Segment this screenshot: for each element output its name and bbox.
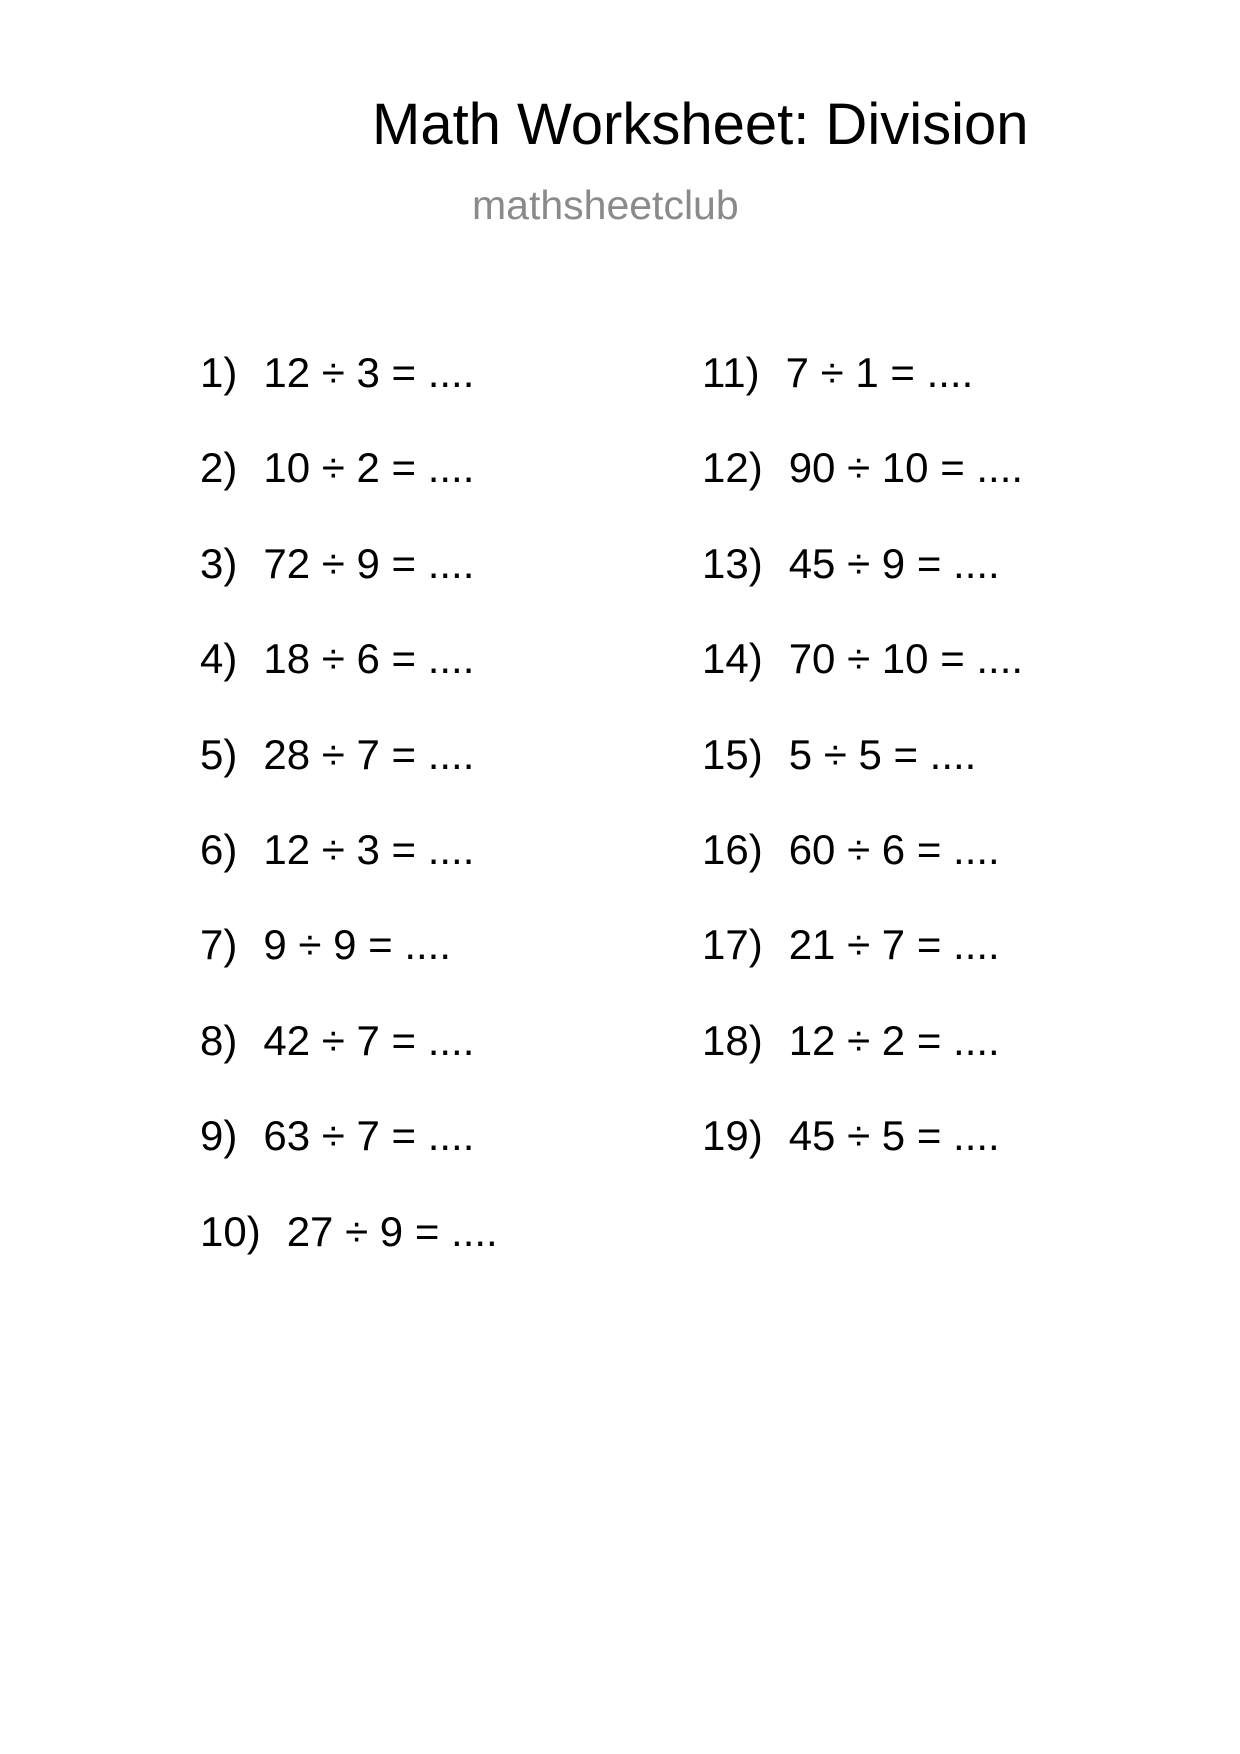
problem-number: 19) [702, 1112, 763, 1160]
problem-list-left [200, 349, 498, 1306]
problem-expression: 27 ÷ 9 = .... [286, 1207, 498, 1255]
problem-number: 2) [200, 444, 238, 492]
problem-expression: 10 ÷ 2 = .... [263, 444, 475, 492]
problem-number: 15) [702, 730, 763, 778]
problem-item [702, 635, 1024, 733]
problem-item [200, 635, 498, 733]
problem-expression: 28 ÷ 7 = .... [263, 730, 475, 778]
problem-number: 14) [702, 635, 763, 683]
problem-item [702, 444, 1024, 542]
problem-expression: 42 ÷ 7 = .... [263, 1016, 475, 1064]
problem-list-right [702, 349, 1024, 1211]
problem-item [702, 921, 1023, 1019]
problem-expression: 72 ÷ 9 = .... [263, 539, 475, 587]
problem-number: 4) [200, 635, 238, 683]
page-title: Math Worksheet: Division [372, 92, 1029, 157]
problem-number: 17) [702, 921, 763, 969]
problem-expression: 90 ÷ 10 = .... [788, 444, 1024, 492]
site-name: mathsheetclub [472, 182, 739, 228]
problem-item [200, 444, 498, 542]
problem-item [702, 825, 1023, 924]
problem-number: 1) [200, 349, 238, 396]
problem-item [200, 1016, 498, 1115]
problem-item [200, 349, 498, 447]
problem-item [200, 1112, 498, 1210]
problem-number: 5) [200, 730, 238, 778]
problem-expression: 12 ÷ 3 = .... [263, 349, 475, 396]
problem-number: 10) [200, 1207, 261, 1255]
problem-expression: 12 ÷ 2 = .... [788, 1016, 1000, 1064]
problem-item [200, 539, 498, 638]
problem-number: 11) [702, 349, 760, 396]
problem-expression: 21 ÷ 7 = .... [788, 921, 1000, 969]
problem-item [702, 1112, 1023, 1210]
problem-item [702, 539, 1023, 638]
problem-expression: 45 ÷ 5 = .... [788, 1112, 1000, 1160]
problem-number: 13) [702, 539, 763, 587]
problem-item [200, 921, 498, 1019]
problem-item [702, 349, 1023, 447]
problem-item [200, 730, 498, 829]
problem-number: 7) [200, 921, 238, 969]
problem-number: 9) [200, 1112, 238, 1160]
problem-number: 12) [702, 444, 763, 492]
problem-number: 6) [200, 825, 238, 873]
problem-expression: 70 ÷ 10 = .... [788, 635, 1024, 683]
problem-expression: 12 ÷ 3 = .... [263, 825, 475, 873]
problem-number: 3) [200, 539, 238, 587]
problem-number: 18) [702, 1016, 763, 1064]
problem-expression: 60 ÷ 6 = .... [788, 825, 1000, 873]
problem-expression: 63 ÷ 7 = .... [263, 1112, 475, 1160]
problem-item [702, 730, 1023, 829]
problem-expression: 45 ÷ 9 = .... [788, 539, 1000, 587]
problem-number: 8) [200, 1016, 238, 1064]
problem-item [200, 1207, 498, 1306]
problem-item [200, 825, 498, 924]
problem-expression: 9 ÷ 9 = .... [263, 921, 452, 969]
problem-number: 16) [702, 825, 763, 873]
problem-expression: 7 ÷ 1 = .... [785, 349, 974, 396]
problem-expression: 18 ÷ 6 = .... [263, 635, 475, 683]
problem-expression: 5 ÷ 5 = .... [788, 730, 977, 778]
problem-item [702, 1016, 1023, 1115]
